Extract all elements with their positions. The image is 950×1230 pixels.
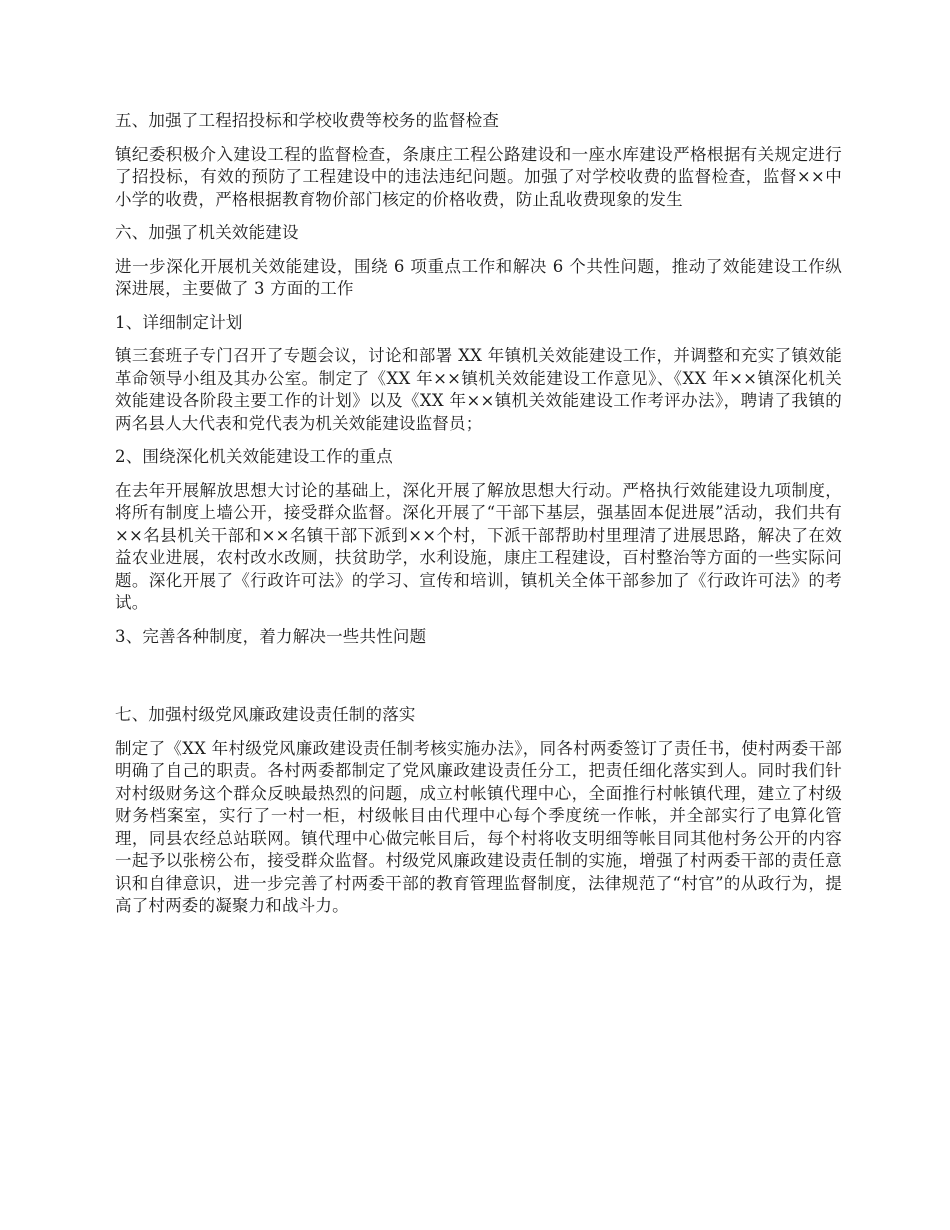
section-spacer	[115, 659, 842, 704]
section-paragraph-5: 镇纪委积极介入建设工程的监督检查，条康庄工程公路建设和一座水库建设严格根据有关规定进行了招投标，有效的预防了工程建设中的违法违纪问题。加强了对学校收费的监督检查，监督××中小学的收费，严格根据教育物价部门核定的价格收费，防止乱收费现象的发生	[115, 144, 842, 209]
section-paragraph-6: 进一步深化开展机关效能建设，围绕 6 项重点工作和解决 6 个共性问题，推动了效能建设工作纵深进展，主要做了 3 方面的工作	[115, 256, 842, 298]
subsection-paragraph-1: 镇三套班子专门召开了专题会议，讨论和部署 XX 年镇机关效能建设工作，并调整和充实了镇效能革命领导小组及其办公室。制定了《XX 年××镇机关效能建设工作意见》、《XX 年××镇深化机关效能建设各阶段主要工作的计划》以及《XX 年××镇机关效能建设工作考评办法》，聘请了我镇的两名县人大代表和党代表为机关效能建设监督员；	[115, 346, 842, 433]
subsection-heading-3: 3、完善各种制度，着力解决一些共性问题	[115, 626, 427, 646]
subsection-heading-2: 2、围绕深化机关效能建设工作的重点	[115, 447, 393, 466]
subsection-heading-1: 1、详细制定计划	[115, 312, 243, 332]
subsection-paragraph-2: 在去年开展解放思想大讨论的基础上，深化开展了解放思想大行动。严格执行效能建设九项制度，将所有制度上墙公开，接受群众监督。深化开展了“干部下基层，强基固本促进展”活动，我们共有××名县机关干部和××名镇干部下派到××个村，下派干部帮助村里理清了进展思路，解决了在效益农业进展，农村改水改厕，扶贫助学，水利设施，康庄工程建设，百村整治等方面的一些实际问题。深化开展了《行政许可法》的学习、宣传和培训，镇机关全体干部参加了《行政许可法》的考试。	[115, 480, 842, 612]
document-body	[115, 110, 842, 929]
section-heading-6: 六、加强了机关效能建设	[115, 223, 299, 242]
section-paragraph-7: 制定了《XX 年村级党风廉政建设责任制考核实施办法》，同各村两委签订了责任书，使村两委干部明确了自己的职责。各村两委都制定了党风廉政建设责任分工，把责任细化落实到人。同时我们针对村级财务这个群众反映最热烈的问题，成立村帐镇代理中心，全面推行村帐镇代理，建立了村级财务档案室，实行了一村一柜，村级帐目由代理中心每个季度统一作帐，并全部实行了电算化管理，同县农经总站联网。镇代理中心做完帐目后，每个村将收支明细等帐目同其他村务公开的内容一起予以张榜公布，接受群众监督。村级党风廉政建设责任制的实施，增强了村两委干部的责任意识和自律意识，进一步完善了村两委干部的教育管理监督制度，法律规范了“村官”的从政行为，提高了村两委的凝聚力和战斗力。	[115, 738, 842, 915]
section-heading-7: 七、加强村级党风廉政建设责任制的落实	[115, 705, 416, 724]
section-heading-5: 五、加强了工程招投标和学校收费等校务的监督检查	[115, 111, 500, 130]
